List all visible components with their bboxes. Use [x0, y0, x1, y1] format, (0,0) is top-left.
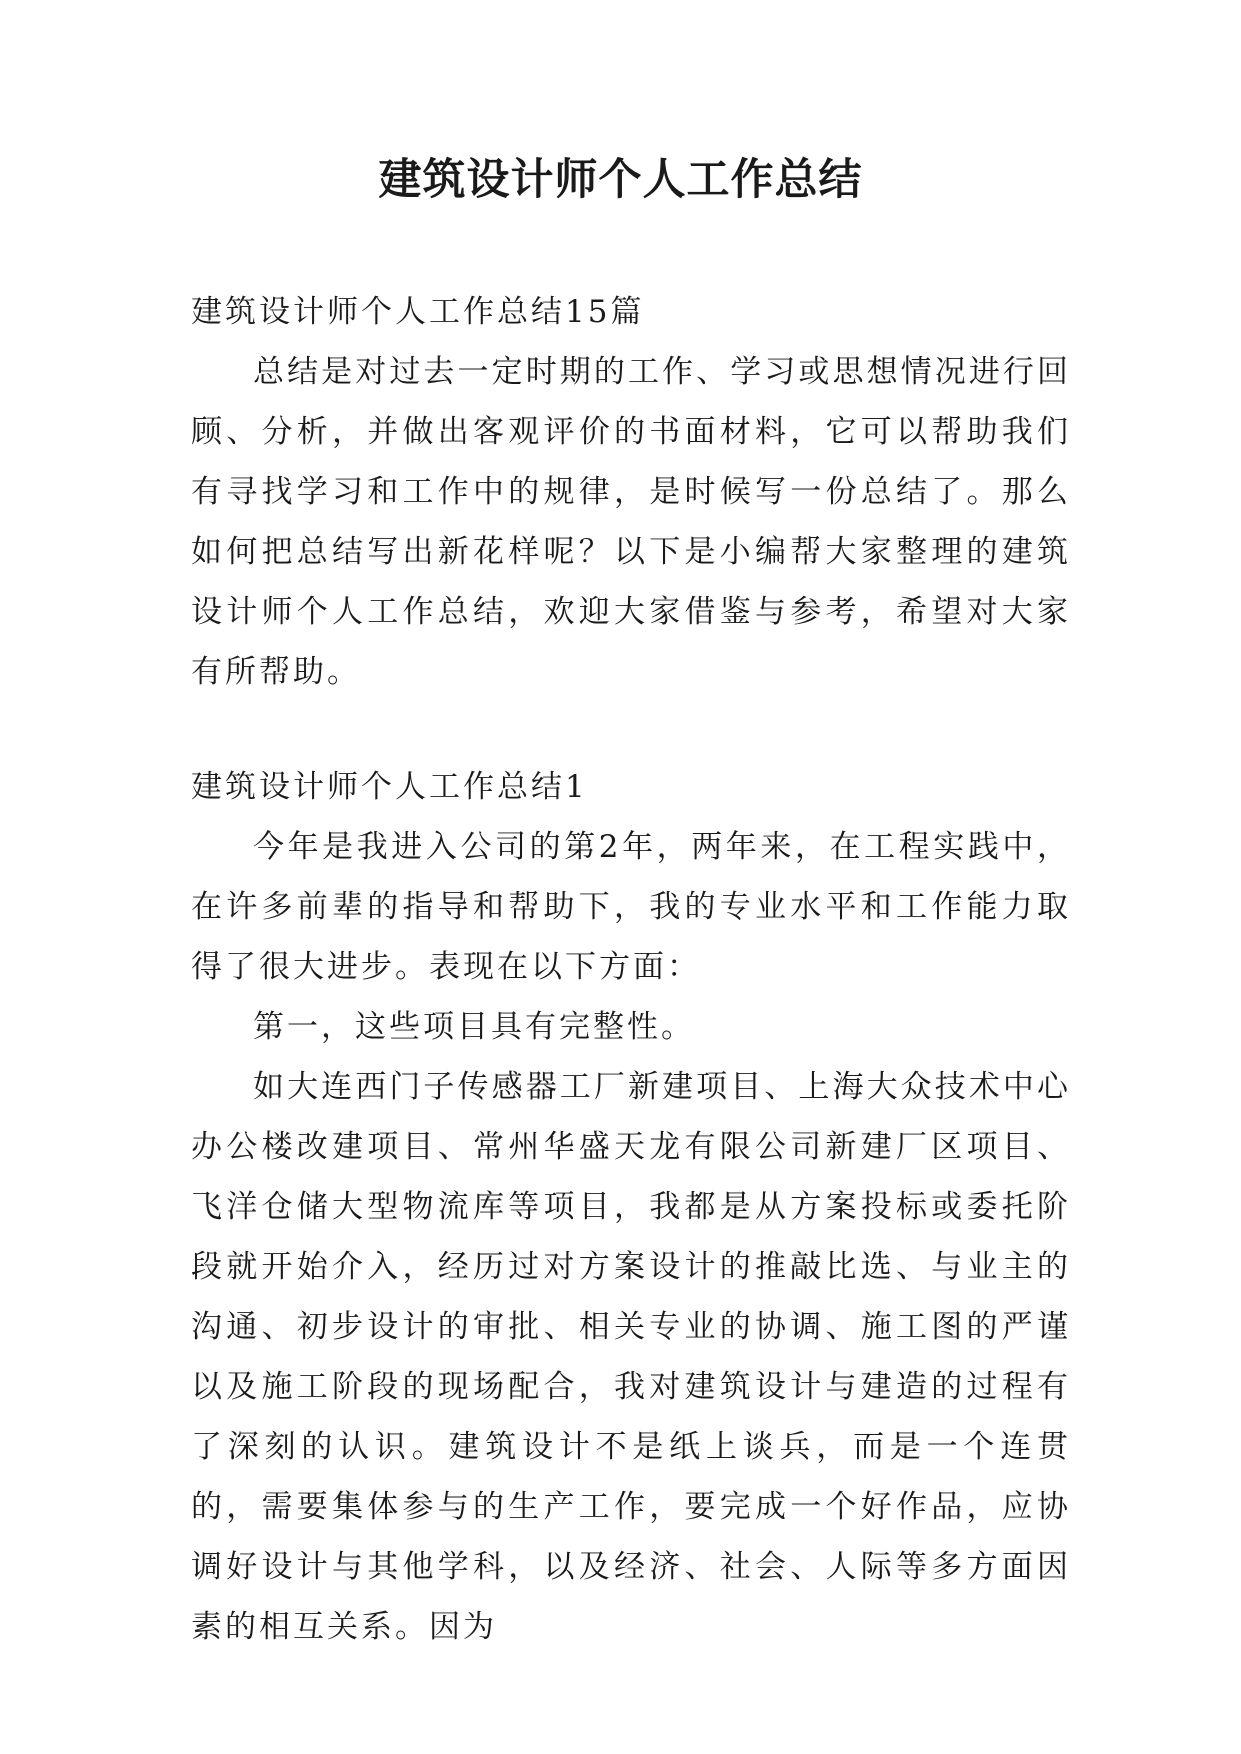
- document-title: 建筑设计师个人工作总结: [378, 155, 863, 205]
- intro-paragraph: 总结是对过去一定时期的工作、学习或思想情况进行回顾、分析，并做出客观评价的书面材料，它可以帮助我们有寻找学习和工作中的规律，是时候写一份总结了。那么如何把总结写出新花样呢？以下是小编帮大家整理的建筑设计师个人工作总结，欢迎大家借鉴与参考，希望对大家有所帮助。: [191, 354, 1071, 690]
- section-heading: 建筑设计师个人工作总结1: [191, 769, 588, 805]
- body-paragraph: 第一，这些项目具有完整性。: [253, 1009, 695, 1045]
- document-body: [191, 282, 1071, 1657]
- document-subtitle: 建筑设计师个人工作总结15篇: [191, 294, 645, 330]
- body-paragraph: 如大连西门子传感器工厂新建项目、上海大众技术中心办公楼改建项目、常州华盛天龙有限公司新建厂区项目、飞洋仓储大型物流库等项目，我都是从方案投标或委托阶段就开始介入，经历过对方案设计的推敲比选、与业主的沟通、初步设计的审批、相关专业的协调、施工图的严谨以及施工阶段的现场配合，我对建筑设计与建造的过程有了深刻的认识。建筑设计不是纸上谈兵，而是一个连贯的，需要集体参与的生产工作，要完成一个好作品，应协调好设计与其他学科，以及经济、社会、人际等多方面因素的相互关系。因为: [191, 1069, 1071, 1645]
- section-spacer: [191, 702, 1071, 757]
- body-paragraph: 今年是我进入公司的第2年，两年来，在工程实践中，在许多前辈的指导和帮助下，我的专业水平和工作能力取得了很大进步。表现在以下方面：: [191, 829, 1071, 985]
